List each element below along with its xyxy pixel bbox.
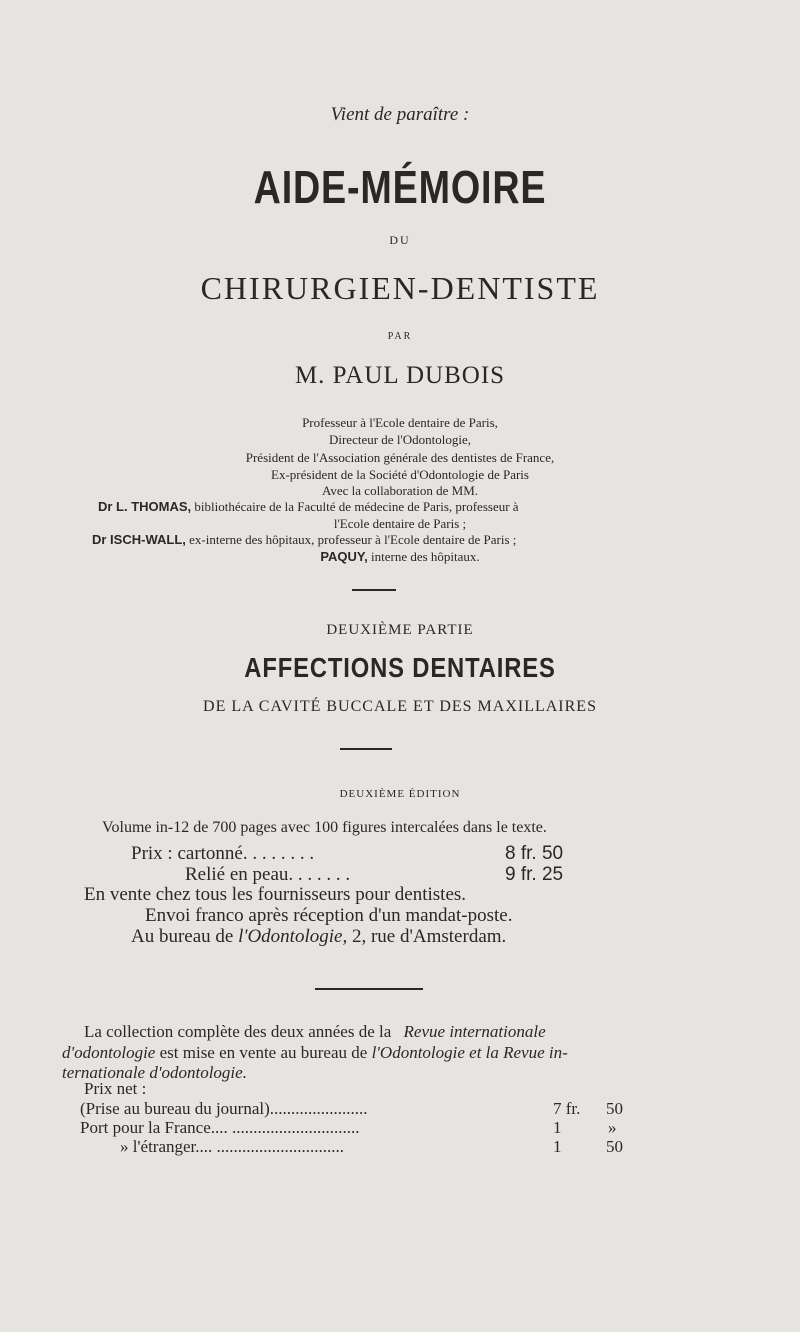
collection-line: ternationale d'odontologie. [62,1063,247,1082]
book-title: AIDE-MÉMOIRE [253,161,547,213]
par-text: PAR [387,331,413,342]
price-value: 8 fr. 50 [505,843,564,864]
collaborator-paquy [0,548,800,566]
address-prefix: Au bureau de [131,926,234,947]
journal-name: Revue internationale [403,1022,546,1041]
price-label: Relié en peau. . . . . . . [185,864,351,885]
collection-text: La collection complète des deux années de la [84,1022,392,1041]
prix-net-label: Prix net : [84,1079,147,1098]
price-row [120,1137,344,1157]
price-row [80,1118,360,1138]
price-row-value: 1 [553,1137,562,1156]
collection-line [84,1022,684,1042]
part-title: AFFECTIONS DENTAIRES [244,652,556,683]
credit-line: Président de l'Association générale des dentistes de France, [245,450,555,465]
credit-line: Ex-président de la Société d'Odontologie de Paris [271,467,529,482]
part-subtitle: DE LA CAVITÉ BUCCALE ET DES MAXILLAIRES [203,698,597,715]
edition-label: DEUXIÈME ÉDITION [339,788,461,800]
price-row-cents: 50 [606,1099,623,1118]
price-row-value: 7 fr. [553,1099,581,1118]
collaborator-name: PAQUY, [320,549,368,564]
price-value: 9 fr. 25 [505,864,564,885]
credit-line: Directeur de l'Odontologie, [328,432,472,447]
credit-line: Avec la collaboration de MM. [321,483,479,498]
collaborator-desc: bibliothécaire de la Faculté de médecine de Paris, professeur à [194,499,519,514]
journal-name: l'Odontologie, [238,926,348,947]
price-label: Prix : cartonné. . . . . . . . [131,843,315,864]
price-row [80,1099,368,1119]
collaborator-name: Dr L. THOMAS, [98,499,192,514]
volume-info: Volume in-12 de 700 pages avec 100 figures intercalées dans le texte. [102,819,547,836]
announce-text: Vient de paraître : [330,104,470,125]
collaborator-name: Dr ISCH-WALL, [92,532,186,547]
collaborator-thomas [98,498,718,516]
journal-name: d'odontologie [62,1043,156,1062]
sale-line: En vente chez tous les fournisseurs pour dentistes. [84,884,467,905]
collection-text: est mise en vente au bureau de [159,1043,368,1062]
author-name: M. PAUL DUBOIS [294,362,506,389]
price-row-label: (Prise au bureau du journal)....................... [80,1099,368,1118]
collaborator-desc-cont: l'Ecole dentaire de Paris ; [333,516,467,531]
journal-name: l'Odontologie et la Revue in- [371,1043,568,1062]
book-subtitle: CHIRURGIEN-DENTISTE [200,270,600,306]
price-row-label: » l'étranger.... .............................. [120,1137,345,1156]
collaborator-desc: ex-interne des hôpitaux, professeur à l'Ecole dentaire de Paris ; [189,532,517,547]
address-suffix: 2, rue d'Amsterdam. [351,926,507,947]
price-row-label: Port pour la France.... .............................. [80,1118,360,1137]
divider [315,988,423,990]
collaborator-desc: interne des hôpitaux. [371,549,480,564]
divider [340,748,392,750]
price-row-value: 1 [553,1118,562,1137]
price-row-cents: 50 [606,1137,623,1156]
sale-line: Envoi franco après réception d'un mandat-poste. [145,905,513,926]
price-relie [185,864,350,886]
price-row-cents: » [608,1118,617,1137]
sale-address [131,926,506,948]
divider [352,589,396,591]
credit-line: Professeur à l'Ecole dentaire de Paris, [302,415,498,430]
collaborator-ischwall [92,531,732,549]
part-label: DEUXIÈME PARTIE [326,622,474,638]
du-text: DU [389,233,411,247]
collection-line [62,1043,568,1063]
price-cartonne [131,843,314,865]
